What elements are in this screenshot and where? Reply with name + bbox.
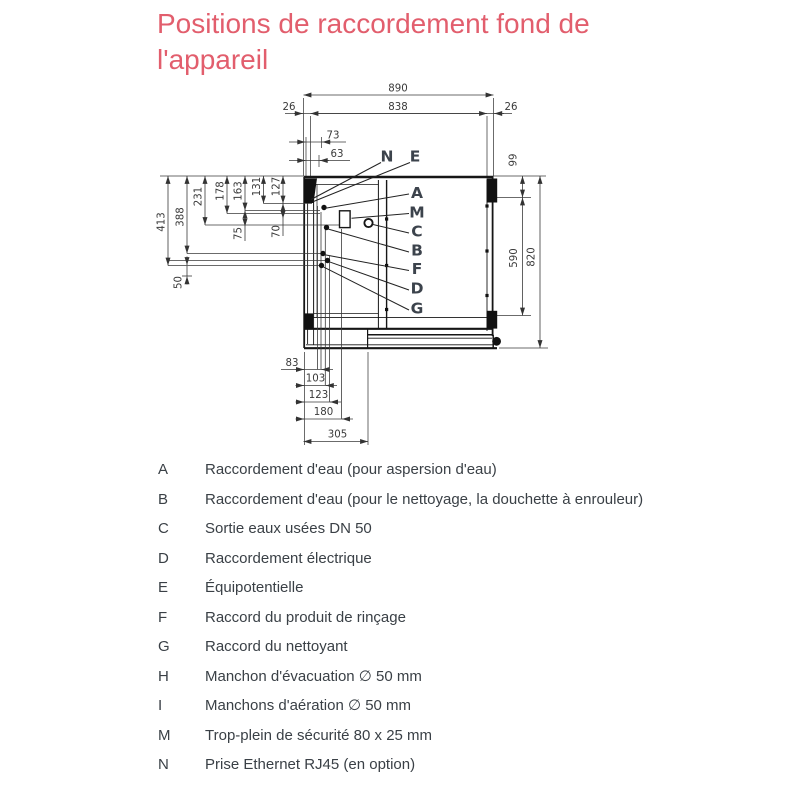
legend-key: M — [158, 726, 171, 744]
legend-key: D — [158, 549, 169, 567]
legend-key: N — [158, 756, 169, 773]
legend-item-I — [158, 695, 650, 716]
legend-text: Prise Ethernet RJ45 (en option) — [205, 756, 416, 773]
dim-131: 131 — [252, 176, 263, 197]
legend-item-M — [158, 725, 650, 746]
dim-99: 99 — [508, 153, 520, 167]
legend-item-A — [158, 459, 650, 480]
dimension-lines — [168, 95, 540, 442]
point-label-E: E — [409, 147, 421, 166]
dim-63: 63 — [330, 149, 344, 160]
point-F-rinse — [320, 251, 325, 256]
point-label-F: F — [411, 260, 423, 278]
extension-lines — [160, 98, 548, 445]
legend-key: A — [158, 461, 169, 478]
dim-231: 231 — [193, 186, 205, 207]
dim-26-right: 26 — [504, 102, 518, 113]
dim-127: 127 — [271, 176, 283, 197]
legend-item-G — [158, 636, 650, 657]
legend-item-H — [158, 666, 650, 687]
legend-item-C — [158, 518, 650, 539]
legend-item-F — [158, 607, 650, 628]
point-label-C: C — [411, 222, 423, 241]
point-label-A: A — [411, 184, 423, 202]
legend-text: Trop-plein de sécurité 80 x 25 mm — [205, 726, 433, 744]
dim-388: 388 — [175, 207, 187, 227]
dim-26-left: 26 — [282, 102, 296, 113]
legend-key: I — [158, 697, 163, 714]
legend-key: B — [158, 490, 169, 508]
dim-103: 103 — [305, 373, 326, 385]
service-pipes — [318, 206, 342, 419]
legend-text: Manchon d'évacuation ∅ 50 mm — [205, 667, 422, 685]
legend-text: Sortie eaux usées DN 50 — [205, 520, 372, 537]
legend-key: F — [158, 608, 168, 626]
dim-305: 305 — [327, 429, 348, 441]
corner-blocks — [304, 179, 501, 346]
legend-text: Raccordement d'eau (pour le nettoyage, la douchette à enrouleur) — [205, 490, 644, 508]
dim-838: 838 — [388, 102, 408, 113]
reference-lines — [168, 204, 340, 266]
dim-163: 163 — [233, 181, 245, 201]
point-D-electric — [325, 258, 330, 263]
legend-item-E — [158, 577, 650, 598]
dim-73: 73 — [326, 130, 340, 142]
dim-178: 178 — [215, 181, 227, 201]
dim-50: 50 — [173, 276, 185, 289]
dim-590: 590 — [509, 248, 520, 268]
legend-text: Équipotentielle — [205, 579, 304, 596]
legend-text: Raccord du produit de rinçage — [205, 608, 406, 626]
dimension-labels — [157, 84, 538, 441]
dim-820: 820 — [526, 247, 538, 267]
dim-123: 123 — [308, 390, 329, 401]
point-label-D: D — [410, 279, 424, 298]
point-label-N: N — [380, 147, 394, 166]
point-C-drain — [364, 219, 372, 227]
legend-item-N — [158, 754, 650, 775]
point-M-overflow — [340, 211, 351, 228]
point-label-G: G — [410, 299, 424, 318]
page-title: Positions de raccordement fond de l'appareil — [157, 8, 590, 75]
point-label-M: M — [409, 203, 425, 222]
dim-890: 890 — [388, 83, 408, 95]
point-A-water — [321, 205, 326, 210]
legend-key: H — [158, 667, 169, 685]
legend-key: E — [158, 579, 169, 596]
legend-item-B — [158, 489, 650, 510]
legend-text: Raccord du nettoyant — [205, 638, 348, 655]
dim-83: 83 — [285, 358, 299, 369]
dim-75: 75 — [233, 227, 245, 240]
legend-key: C — [158, 520, 169, 537]
dim-70: 70 — [271, 225, 283, 238]
dim-413: 413 — [156, 212, 168, 232]
legend-item-D — [158, 548, 650, 569]
dim-180: 180 — [313, 407, 334, 418]
legend-key: G — [158, 638, 170, 655]
legend — [158, 459, 650, 784]
legend-text: Raccordement d'eau (pour aspersion d'eau) — [205, 461, 497, 478]
legend-text: Manchons d'aération ∅ 50 mm — [205, 697, 412, 714]
legend-text: Raccordement électrique — [205, 549, 372, 567]
point-label-B: B — [411, 241, 423, 260]
technical-drawing — [150, 80, 570, 460]
